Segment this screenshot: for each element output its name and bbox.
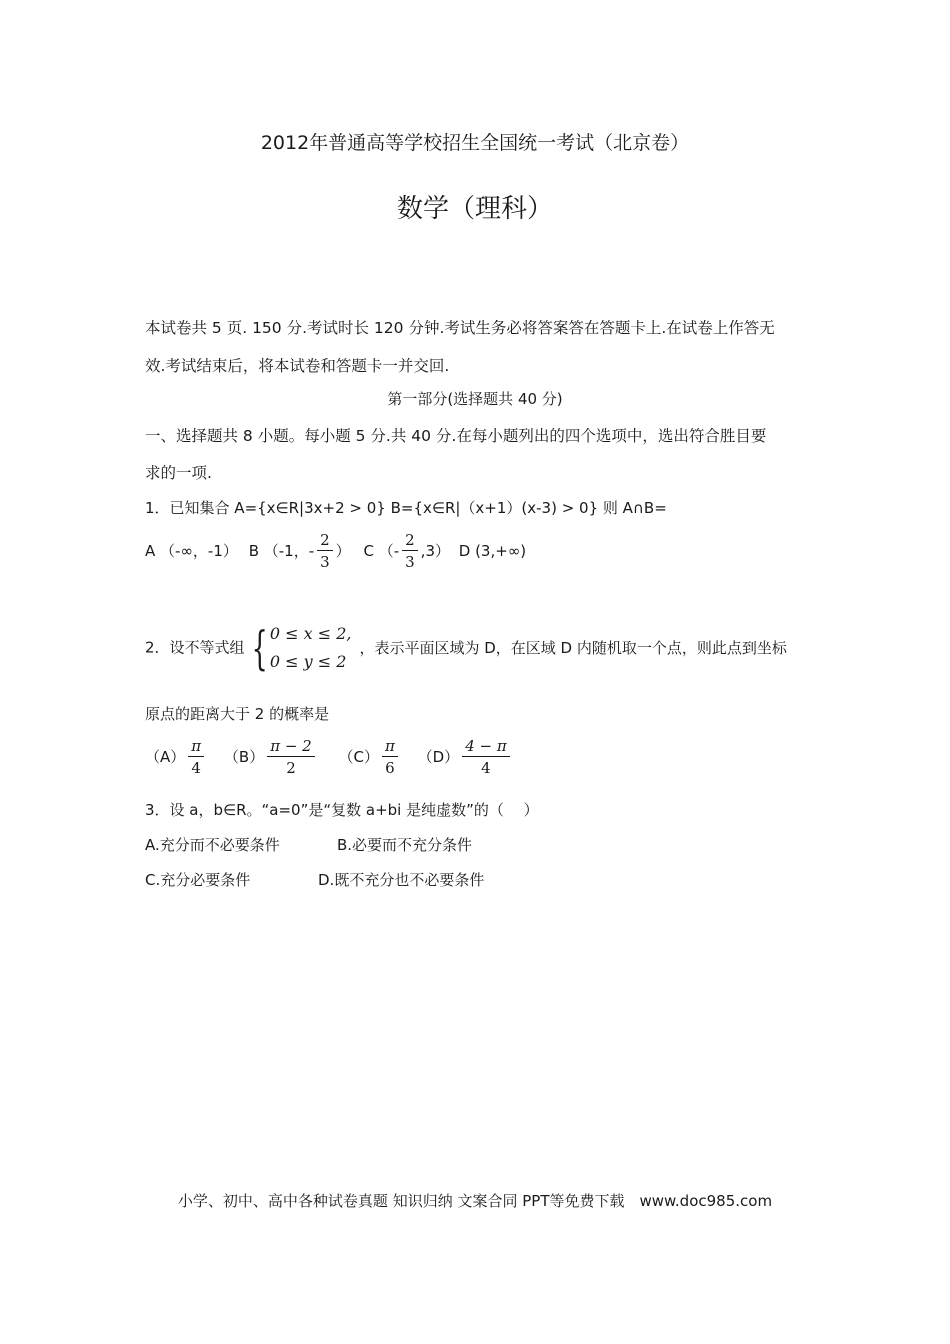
q1-option-b-pre: B （-1，-	[248, 542, 315, 560]
q2-system-line-2: 0 ≤ y ≤ 2	[269, 652, 347, 671]
q3-option-a: A.充分而不必要条件	[145, 836, 280, 854]
q2-b-den: 2	[286, 759, 296, 777]
q2-option-a-label: （A）	[145, 748, 186, 766]
inequality-system	[270, 620, 352, 676]
q2-a-den: 4	[191, 759, 201, 777]
q1-option-c-pre: C （-	[363, 542, 400, 560]
q2-option-d-label: （D）	[417, 748, 460, 766]
q2-c-den: 6	[385, 759, 395, 777]
q2-option-b-fraction	[267, 736, 315, 779]
q2-stem-2: 原点的距离大于 2 的概率是	[145, 705, 330, 723]
q2-option-d-fraction	[462, 736, 510, 779]
q2-stem	[145, 620, 787, 676]
exam-subtitle: 数学（理科）	[396, 194, 553, 224]
q1-stem: 1．已知集合 A={x∈R|3x+2 > 0} B={x∈R|（x+1）(x-3) > 0} 则 A∩B=	[145, 499, 667, 517]
page-footer: 小学、初中、高中各种试卷真题 知识归纳 文案合同 PPT等免费下载 www.doc985.com	[177, 1192, 773, 1210]
q2-options	[145, 736, 513, 779]
q1-b-num: 2	[317, 530, 333, 551]
q3-option-d: D.既不充分也不必要条件	[318, 871, 485, 889]
q1-option-b-fraction	[317, 530, 333, 573]
q2-option-c-fraction	[382, 736, 398, 779]
q1-option-d: D (3,+∞)	[458, 542, 527, 560]
q1-option-a: A （-∞，-1）	[145, 542, 238, 560]
section-title: 第一部分(选择题共 40 分)	[387, 390, 563, 408]
section-instruction-1: 一、选择题共 8 小题。每小题 5 分.共 40 分.在每小题列出的四个选项中，选出符合胜目要	[145, 427, 767, 445]
q1-b-den: 3	[320, 553, 330, 571]
intro-line-2: 效.考试结束后，将本试卷和答题卡一并交回.	[145, 357, 450, 375]
q1-option-c-fraction	[402, 530, 418, 573]
q2-d-num: 4 − π	[462, 736, 510, 757]
q1-option-c-post: ,3）	[420, 542, 450, 560]
q2-d-den: 4	[481, 759, 491, 777]
q2-number: 2．设不等式组	[145, 638, 245, 657]
exam-title: 2012年普通高等学校招生全国统一考试（北京卷）	[260, 132, 690, 154]
q2-option-a-fraction	[188, 736, 204, 779]
q1-c-den: 3	[405, 553, 415, 571]
q1-options	[145, 530, 526, 573]
q1-c-num: 2	[402, 530, 418, 551]
q2-stem-rest: ，表示平面区域为 D，在区域 D 内随机取一个点，则此点到坐标	[359, 638, 787, 657]
intro-line-1: 本试卷共 5 页. 150 分.考试时长 120 分钟.考试生务必将答案答在答题卡上.在试卷上作答无	[145, 319, 775, 337]
q2-b-num: π − 2	[267, 736, 315, 757]
q2-a-num: π	[188, 736, 204, 757]
q2-c-num: π	[382, 736, 398, 757]
q2-system-line-1: 0 ≤ x ≤ 2,	[269, 624, 352, 643]
q3-stem: 3．设 a，b∈R。“a=0”是“复数 a+bi 是纯虚数”的（ ）	[145, 801, 539, 819]
left-brace-icon: {	[251, 621, 268, 675]
section-instruction-2: 求的一项.	[145, 464, 212, 482]
q2-option-b-label: （B）	[223, 748, 265, 766]
q3-option-b: B.必要而不充分条件	[337, 836, 473, 854]
q2-option-c-label: （C）	[338, 748, 379, 766]
q1-option-b-post: ）	[335, 542, 351, 560]
q3-option-c: C.充分必要条件	[145, 871, 251, 889]
